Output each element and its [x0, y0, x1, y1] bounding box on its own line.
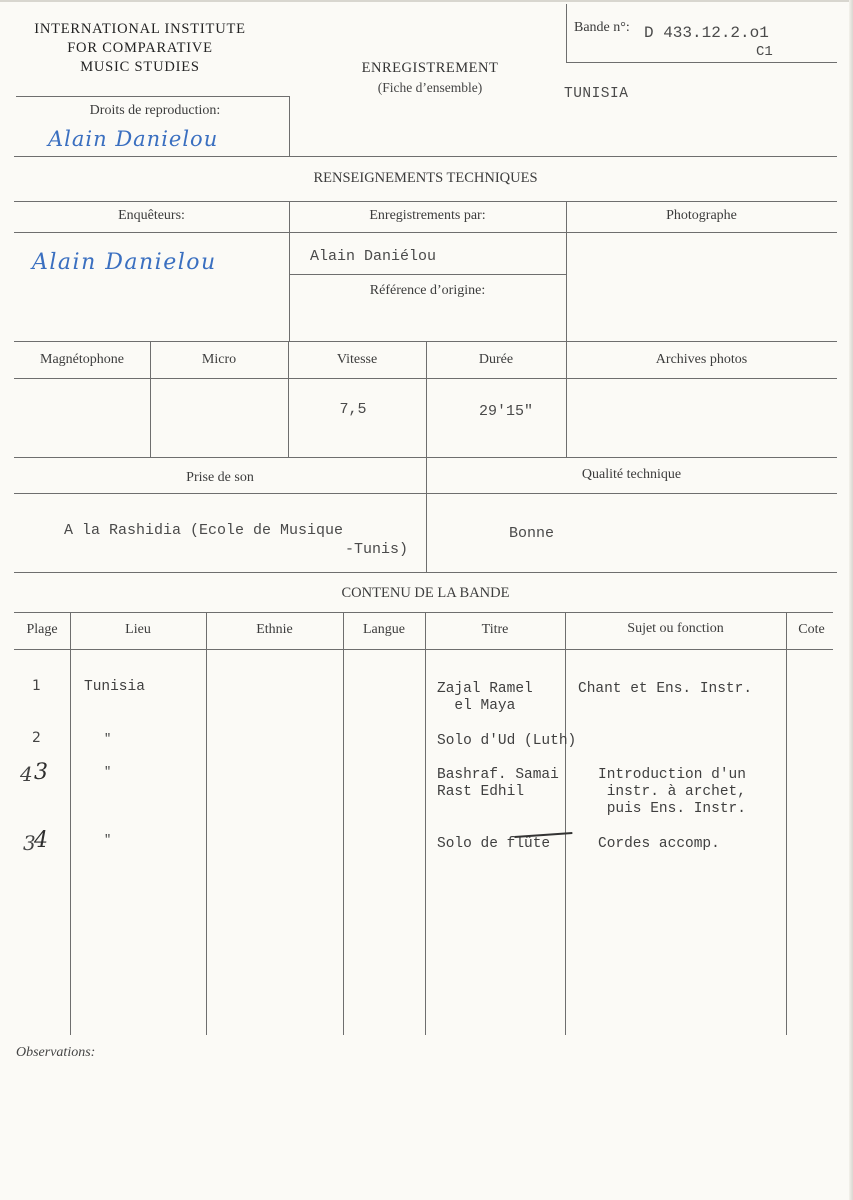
droits-signature: Alain Danielou	[48, 127, 219, 151]
magnetophone-label: Magnétophone	[40, 352, 124, 367]
institute-line-3: MUSIC STUDIES	[80, 59, 200, 75]
table-row	[14, 760, 833, 820]
row-lieu: Tunisia	[84, 679, 145, 695]
droits-right-line	[289, 96, 290, 156]
row-titre-line-1: Solo de flûte	[437, 836, 551, 852]
bande-value: D 433.12.2.o1	[644, 24, 769, 42]
col-ethnie: Ethnie	[256, 622, 293, 637]
plage-overwrite-mark: 3	[23, 831, 36, 855]
strikeout-scribble	[514, 820, 573, 838]
archives-label: Archives photos	[655, 352, 748, 367]
row-titre-line-1: Solo d'Ud (Luth)	[437, 733, 577, 749]
reference-top-line	[289, 274, 566, 275]
form-title: ENREGISTREMENT	[361, 60, 499, 76]
droits-top-line	[16, 96, 289, 97]
bande-box-bottom	[566, 62, 837, 63]
vitesse-label: Vitesse	[336, 352, 378, 367]
contenu-header-bottom	[14, 649, 833, 650]
col-titre: Titre	[481, 622, 509, 637]
contenu-header-top	[14, 612, 833, 613]
country: TUNISIA	[564, 86, 629, 102]
row-plage: 1	[32, 678, 41, 694]
prise-value-line-2: -Tunis)	[345, 541, 409, 558]
row-plage-handwritten: 3	[34, 760, 48, 785]
tech-header-top	[14, 201, 837, 202]
row-titre-line-2: Rast Edhil	[437, 784, 525, 800]
droits-label: Droits de reproduction:	[89, 103, 221, 118]
enregistrements-label: Enregistrements par:	[369, 208, 486, 223]
paper-top-edge	[0, 0, 853, 2]
bande-box-left	[566, 4, 567, 62]
col-cote: Cote	[798, 622, 825, 637]
qualite-label: Qualité technique	[581, 467, 682, 482]
row-sujet-line-1: Chant et Ens. Instr.	[578, 681, 753, 697]
institute-line-1: INTERNATIONAL INSTITUTE	[34, 21, 246, 37]
prise-label: Prise de son	[186, 470, 254, 485]
contenu-top-line	[14, 572, 837, 573]
tech-header-bottom	[14, 232, 837, 233]
observations-label: Observations:	[16, 1045, 96, 1060]
qualite-value: Bonne	[509, 525, 555, 542]
row-lieu: "	[104, 765, 112, 779]
prise-value-line-1: A la Rashidia (Ecole de Musique	[64, 522, 344, 539]
enregistrements-value: Alain Daniélou	[310, 248, 437, 265]
duree-value: 29'15"	[478, 403, 533, 420]
row-plage: 2	[32, 730, 41, 746]
row-plage-handwritten: 4	[34, 828, 48, 853]
enqueteurs-signature: Alain Danielou	[32, 250, 217, 275]
row-titre-line-1: Bashraf. Samai	[437, 767, 559, 783]
tech-section-title: RENSEIGNEMENTS TECHNIQUES	[313, 170, 538, 186]
micro-label: Micro	[201, 352, 237, 367]
paper-right-edge	[849, 0, 853, 1200]
bande-label: Bande n°:	[574, 20, 630, 35]
tech-top-line	[14, 156, 837, 157]
row-sujet-line-3: puis Ens. Instr.	[598, 801, 746, 817]
contenu-section-title: CONTENU DE LA BANDE	[341, 585, 510, 601]
vitesse-value: 7,5	[339, 401, 367, 418]
col-plage: Plage	[26, 622, 58, 637]
bande-sub: C1	[756, 44, 773, 60]
photographe-label: Photographe	[666, 208, 737, 223]
form-subtitle: (Fiche d’ensemble)	[377, 80, 483, 95]
row-lieu: "	[104, 833, 112, 847]
institute-name	[10, 20, 270, 77]
enqueteurs-label: Enquêteurs:	[118, 208, 185, 223]
table-row	[14, 730, 833, 754]
col-lieu: Lieu	[125, 622, 151, 637]
col-langue: Langue	[363, 622, 405, 637]
duree-label: Durée	[478, 352, 514, 367]
row-sujet-line-2: instr. à archet,	[598, 784, 746, 800]
plage-overwrite-mark: 4	[20, 762, 33, 786]
row-sujet-line-1: Introduction d'un	[598, 767, 746, 783]
row-lieu: "	[104, 732, 112, 746]
row-titre-line-1: Zajal Ramel	[437, 681, 533, 697]
row-titre-line-2: el Maya	[437, 698, 516, 714]
table-row	[14, 676, 833, 716]
row-sujet-line-1: Cordes accomp.	[598, 836, 720, 852]
reference-label: Référence d’origine:	[369, 283, 486, 298]
institute-line-2: FOR COMPARATIVE	[67, 40, 213, 56]
table-row	[14, 828, 833, 868]
col-sujet: Sujet ou fonction	[627, 621, 724, 636]
